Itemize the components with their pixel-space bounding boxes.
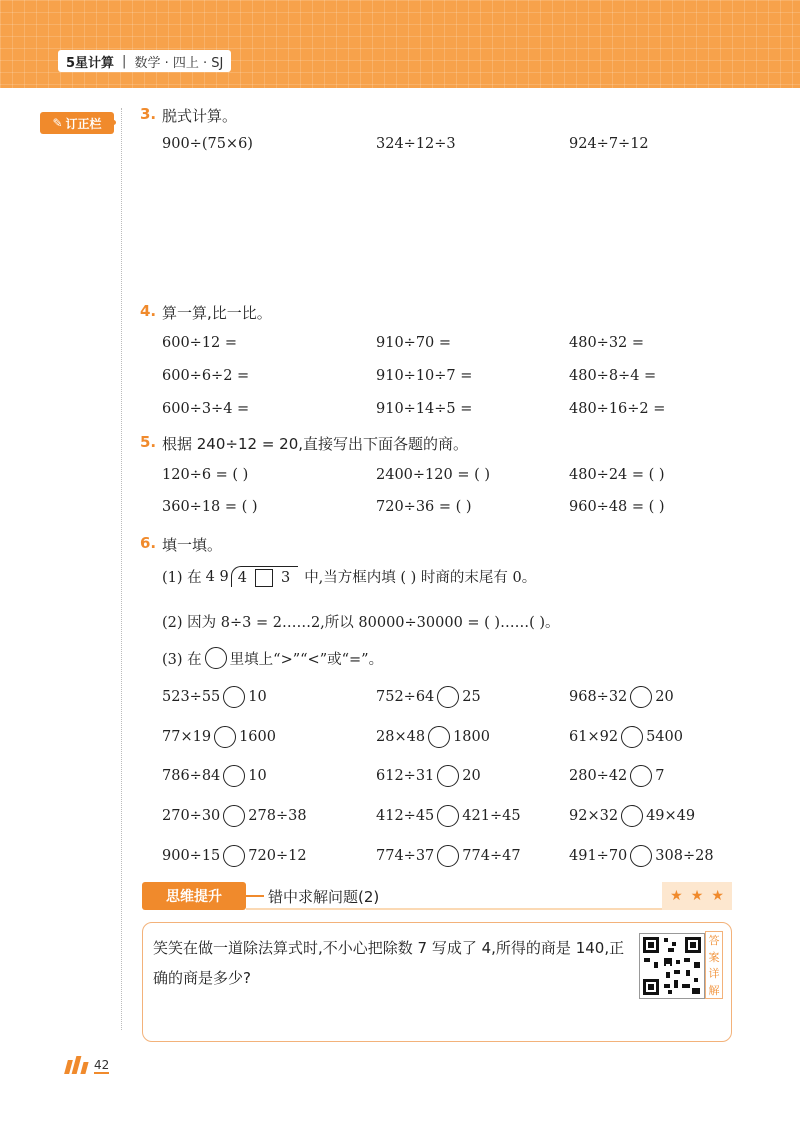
section-underline: [246, 908, 732, 910]
star-icon: ★: [690, 888, 704, 904]
compare-left: 280÷42: [569, 768, 628, 784]
compare-left: 491÷70: [569, 848, 628, 864]
compare-r3c2: [376, 765, 481, 787]
compare-right: 20: [655, 689, 674, 705]
q4-r2c3: 480÷8÷4 =: [569, 368, 657, 384]
q4-r1c2: 910÷70 =: [376, 335, 452, 351]
compare-right: 10: [248, 768, 267, 784]
compare-r2c1: [162, 726, 276, 748]
q3-item-2: 324÷12÷3: [376, 136, 456, 152]
book-title-tag: [58, 50, 231, 72]
compare-left: 752÷64: [376, 689, 435, 705]
q5-r1c3: 480÷24 = ( ): [569, 467, 665, 483]
answer-circle[interactable]: [630, 845, 652, 867]
compare-left: 28×48: [376, 729, 426, 745]
q4-title: 算一算,比一比。: [162, 304, 272, 322]
compare-right: 49×49: [646, 808, 696, 824]
q6-part2: (2) 因为 8÷3 = 2……2,所以 80000÷30000 = ( )……( )。: [162, 615, 560, 631]
q6-p1-divisor: 4 9: [205, 568, 229, 585]
compare-left: 523÷55: [162, 689, 221, 705]
q3-title: 脱式计算。: [162, 107, 238, 125]
q4-r2c1: 600÷6÷2 =: [162, 368, 250, 384]
q6-part1: [162, 566, 536, 587]
word-problem-text: 笑笑在做一道除法算式时,不小心把除数 7 写成了 4,所得的商是 140,正确的商是多少?: [153, 939, 625, 987]
answer-circle[interactable]: [630, 765, 652, 787]
answer-circle[interactable]: [630, 686, 652, 708]
correction-label-text: 订正栏: [65, 116, 102, 131]
compare-right: 25: [462, 689, 481, 705]
q6-p3-prefix: (3) 在: [162, 651, 202, 668]
compare-left: 92×32: [569, 808, 619, 824]
compare-r4c2: [376, 805, 521, 827]
compare-right: 1600: [239, 729, 276, 745]
section-title: 错中求解问题(2): [268, 888, 380, 906]
compare-r5c2: [376, 845, 521, 867]
answer-circle[interactable]: [223, 845, 245, 867]
q5-r2c3: 960÷48 = ( ): [569, 499, 665, 515]
star-icon: ★: [711, 888, 724, 904]
compare-r4c1: [162, 805, 307, 827]
compare-left: 77×19: [162, 729, 212, 745]
qr-label-char: 解: [708, 983, 720, 997]
word-problem-box: [142, 922, 732, 1042]
compare-r5c3: [569, 845, 714, 867]
compare-right: 720÷12: [248, 848, 307, 864]
compare-r4c3: [569, 805, 695, 827]
title-separator: |: [122, 53, 127, 69]
q4-r1c1: 600÷12 =: [162, 335, 238, 351]
q4-r3c3: 480÷16÷2 =: [569, 401, 666, 417]
compare-right: 5400: [646, 729, 683, 745]
q5-title: 根据 240÷12 = 20,直接写出下面各题的商。: [162, 435, 469, 453]
q5-r2c2: 720÷36 = ( ): [376, 499, 472, 515]
compare-left: 774÷37: [376, 848, 435, 864]
q5-number: 5.: [140, 433, 157, 451]
compare-left: 968÷32: [569, 689, 628, 705]
q6-part3: [162, 647, 383, 669]
q6-title: 填一填。: [162, 536, 223, 554]
compare-r2c3: [569, 726, 683, 748]
qr-label-char: 答: [708, 934, 720, 948]
answer-circle[interactable]: [428, 726, 450, 748]
book-subtitle: 数学 · 四上 · SJ: [134, 55, 224, 71]
compare-right: 20: [462, 768, 481, 784]
answer-circle[interactable]: [621, 805, 643, 827]
compare-r3c3: [569, 765, 665, 787]
answer-circle[interactable]: [223, 686, 245, 708]
q3-item-3: 924÷7÷12: [569, 136, 649, 152]
qr-label-char: 案: [708, 950, 720, 964]
brand-title: 5星计算: [66, 55, 115, 71]
page-number-area: [66, 1056, 109, 1074]
answer-circle[interactable]: [205, 647, 227, 669]
q6-p1-digit1: 4: [237, 570, 247, 586]
q4-r3c2: 910÷14÷5 =: [376, 401, 473, 417]
q5-r1c1: 120÷6 = ( ): [162, 467, 249, 483]
answer-circle[interactable]: [223, 765, 245, 787]
section-connector: [246, 895, 264, 897]
correction-dot: [111, 120, 116, 125]
q6-number: 6.: [140, 534, 157, 552]
division-bracket: [231, 566, 298, 587]
q4-number: 4.: [140, 302, 157, 320]
compare-right: 308÷28: [655, 848, 714, 864]
compare-left: 412÷45: [376, 808, 435, 824]
section-badge: 思维提升: [142, 882, 246, 910]
compare-right: 774÷47: [462, 848, 521, 864]
compare-right: 1800: [453, 729, 490, 745]
compare-right: 7: [655, 768, 665, 784]
q6-p1-digit2: 3: [280, 570, 291, 586]
answer-circle[interactable]: [223, 805, 245, 827]
star-icon: ★: [670, 888, 683, 904]
page-number: 42: [94, 1058, 110, 1072]
q5-r2c1: 360÷18 = ( ): [162, 499, 258, 515]
correction-divider: [121, 108, 122, 1030]
compare-r5c1: [162, 845, 307, 867]
compare-r1c1: [162, 686, 267, 708]
q4-r1c3: 480÷32 =: [569, 335, 645, 351]
compare-right: 278÷38: [248, 808, 307, 824]
answer-circle[interactable]: [437, 765, 459, 787]
q5-r1c2: 2400÷120 = ( ): [376, 467, 491, 483]
q3-number: 3.: [140, 105, 157, 123]
difficulty-stars: [662, 882, 732, 910]
q6-p1-prefix: (1) 在: [162, 570, 202, 586]
compare-left: 61×92: [569, 729, 619, 745]
qr-label-char: 详: [708, 967, 720, 981]
answer-circle[interactable]: [437, 805, 459, 827]
compare-left: 786÷84: [162, 768, 221, 784]
compare-left: 612÷31: [376, 768, 435, 784]
compare-right: 421÷45: [462, 808, 521, 824]
q4-r3c1: 600÷3÷4 =: [162, 401, 250, 417]
blank-box[interactable]: [255, 569, 273, 587]
q6-p1-suffix: 中,当方框内填 ( ) 时商的末尾有 0。: [304, 570, 537, 586]
compare-right: 10: [248, 689, 267, 705]
qr-code-icon[interactable]: [639, 933, 705, 999]
page-header: [0, 0, 800, 88]
answer-circle[interactable]: [437, 845, 459, 867]
compare-r3c1: [162, 765, 267, 787]
q6-p3-suffix: 里填上“>”“<”或“=”。: [229, 651, 384, 668]
correction-column-label: [40, 112, 114, 134]
compare-r1c2: [376, 686, 481, 708]
thinking-section-header: [142, 882, 732, 910]
answer-circle[interactable]: [437, 686, 459, 708]
q3-item-1: 900÷(75×6): [162, 136, 253, 152]
compare-left: 270÷30: [162, 808, 221, 824]
answer-explanation-label: [705, 931, 723, 999]
answer-circle[interactable]: [621, 726, 643, 748]
compare-r1c3: [569, 686, 674, 708]
answer-circle[interactable]: [214, 726, 236, 748]
compare-left: 900÷15: [162, 848, 221, 864]
page-deco-bar: [80, 1062, 88, 1074]
compare-r2c2: [376, 726, 490, 748]
q4-r2c2: 910÷10÷7 =: [376, 368, 473, 384]
pencil-icon: ✎: [52, 116, 63, 130]
